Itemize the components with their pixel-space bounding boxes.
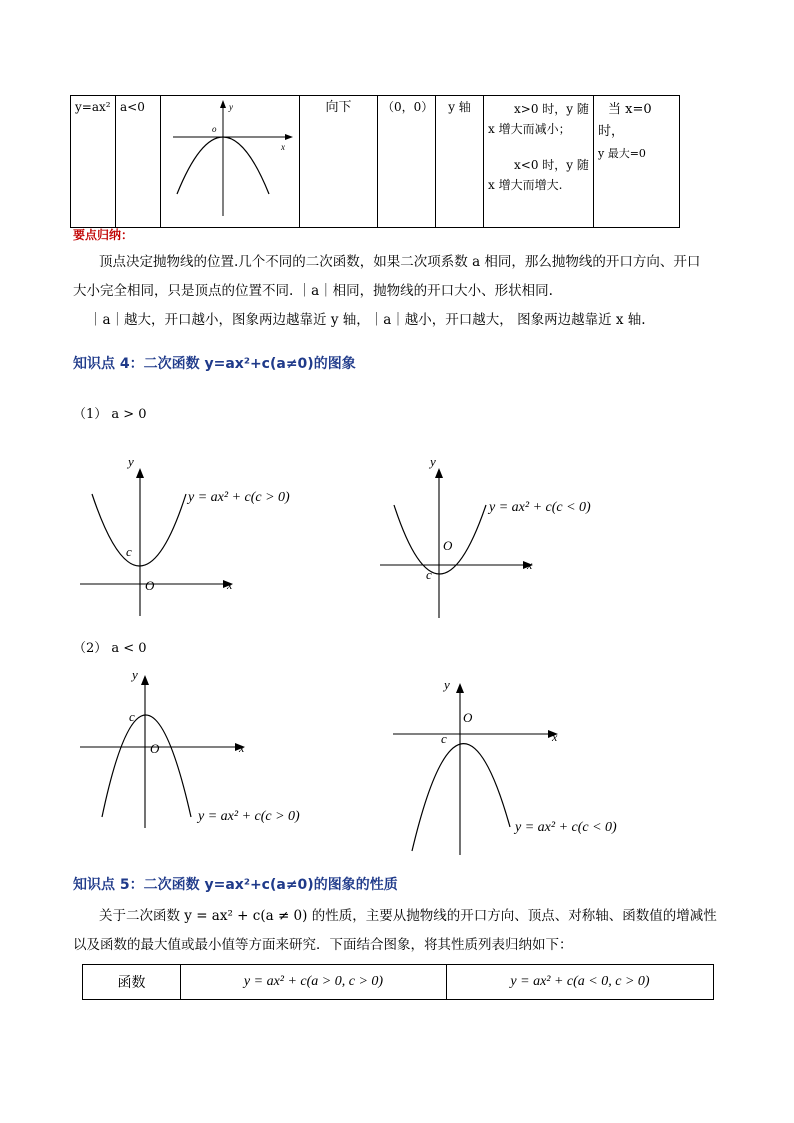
cell-vertex: （0，0） [378,96,436,228]
g1-origin-label: O [145,578,155,593]
g2-c-label: c [426,567,432,582]
g4-formula: y = ax² + c(c < 0) [515,820,617,835]
g1-c-label: c [126,544,132,559]
case2-label: （2） a < 0 [73,641,147,656]
summary-paragraph [73,248,733,335]
g3-y-label: y [132,667,138,682]
g3-formula: y = ax² + c(c > 0) [198,809,300,824]
graph-origin-label: o [212,124,217,134]
properties-table-a-negative [70,95,680,228]
extreme-line1: 当 x=0 时， [598,102,652,139]
g1-x-label: x [227,578,233,592]
cell-condition: a<0 [116,96,161,228]
section5-line1: 关于二次函数 y = ax² + c(a ≠ 0) 的性质，主要从抛物线的开口方向、顶点、对称轴、函数值的增减性 [99,908,717,924]
summary-heading: 要点归纳： [73,228,134,242]
g2-x-label: x [527,558,533,572]
summary-line2: 大小完全相同，只是顶点的位置不同. ｜a｜相同，抛物线的开口大小、形状相同. [73,283,553,299]
properties-table-y-ax2-c [82,964,714,1000]
g4-x-label: x [552,730,558,744]
monotonic-x-negative: x<0 时，y 随 x 增大而增大. [488,158,589,192]
g1-y-label: y [128,454,134,469]
g1-formula: y = ax² + c(c > 0) [188,490,290,505]
summary-line1: 顶点决定抛物线的位置.几个不同的二次函数，如果二次项系数 a 相同，那么抛物线的开口方向、开口 [99,254,701,270]
monotonic-x-positive: x>0 时，y 随 x 增大而减小； [488,102,589,136]
g2-formula: y = ax² + c(c < 0) [489,500,591,515]
cell-function: y=ax² [71,96,116,228]
g2-origin-label: O [443,538,453,553]
cell-graph [161,96,300,228]
graph-a-neg-c-neg [385,677,640,857]
header-a-pos-c-pos: y = ax² + c(a > 0, c > 0) [181,965,447,1000]
header-a-neg-c-pos: y = ax² + c(a < 0, c > 0) [447,965,714,1000]
summary-line3: ｜a｜越大，开口越小，图象两边越靠近 y 轴，｜a｜越小，开口越大， 图象两边越靠近 x 轴. [89,312,646,328]
graph-x-label: x [281,142,285,152]
graph-y-label: y [229,102,233,112]
g3-origin-label: O [150,741,160,756]
g2-y-label: y [430,454,436,469]
graph-y-eq-ax2-down [161,96,300,222]
g4-y-label: y [444,677,450,692]
cell-axis: y 轴 [436,96,484,228]
cell-monotonicity [484,96,594,228]
g3-c-label: c [129,709,135,724]
g3-x-label: x [239,741,245,755]
cell-extreme [594,96,680,228]
section5-title: 知识点 5：二次函数 y=ax²+c(a≠0)的图象的性质 [73,877,398,893]
cell-direction: 向下 [300,96,378,228]
graph-a-neg-c-pos [75,665,325,830]
g4-origin-label: O [463,710,473,725]
section4-title: 知识点 4：二次函数 y=ax²+c(a≠0)的图象 [73,356,356,372]
g4-c-label: c [441,731,447,746]
graph-a-pos-c-pos [75,448,315,618]
case1-label: （1） a > 0 [73,407,147,422]
section5-line2: 以及函数的最大值或最小值等方面来研究．下面结合图象，将其性质列表归纳如下： [73,937,573,953]
extreme-line2: y 最大=0 [598,147,646,160]
graph-a-pos-c-neg [375,450,620,620]
header-function: 函数 [83,965,181,1000]
section5-paragraph [73,902,733,960]
